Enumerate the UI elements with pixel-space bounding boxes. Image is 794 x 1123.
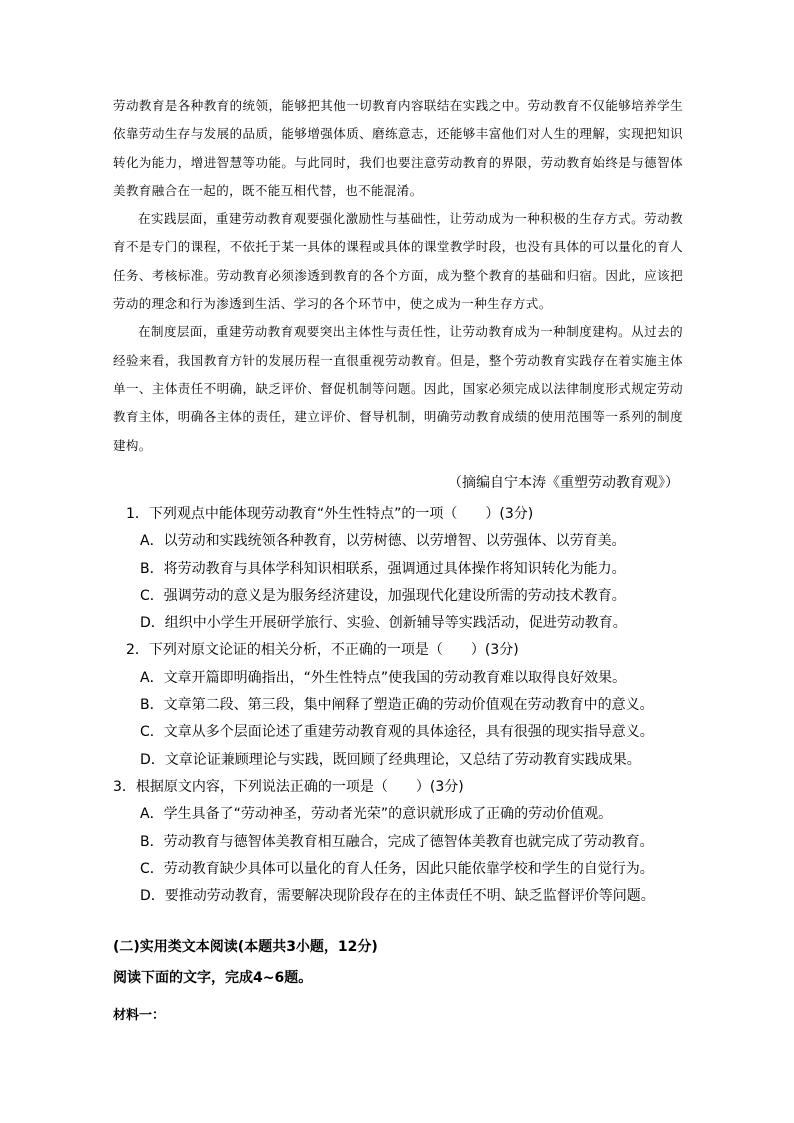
option-c: C．强调劳动的意义是为服务经济建设，加强现代化建设所需的劳动技术教育。 xyxy=(140,587,626,604)
question-stem: 1．下列观点中能体现劳动教育“外生性特点”的一项（ ）(3分) xyxy=(126,506,534,522)
material-label: 材料一： xyxy=(113,1008,166,1023)
section-instruction: 阅读下面的文字，完成4~6题。 xyxy=(113,970,313,986)
section-title: (二)实用类文本阅读(本题共3小题，12分) xyxy=(113,939,378,955)
option-d: D．组织中小学生开展研学旅行、实验、创新辅导等实践活动，促进劳动教育。 xyxy=(140,615,627,632)
option-b: B．劳动教育与德智体美教育相互融合，完成了德智体美教育也就完成了劳动教育。 xyxy=(140,833,654,850)
option-a: A．文章开篇即明确指出，“外生性特点”使我国的劳动教育难以取得良好效果。 xyxy=(140,669,627,686)
question-1 xyxy=(113,501,693,637)
option-b: B．文章第二段、第三段，集中阐释了塑造正确的劳动价值观在劳动教育中的意义。 xyxy=(140,697,654,714)
option-a: A．学生具备了“劳动神圣，劳动者光荣”的意识就形成了正确的劳动价值观。 xyxy=(140,806,613,823)
passage-paragraph-1: 劳动教育是各种教育的统领，能够把其他一切教育内容联结在实践之中。劳动教育不仅能够培养学生依靠劳动生存与发展的品质，能够增强体质、磨练意志，还能够丰富他们对人生的理解，实现把知识转化为能力，增进智慧等功能。与此同时，我们也要注意劳动教育的界限，劳动教育始终是与德智体美教育融合在一起的，既不能互相代替，也不能混淆。 xyxy=(113,98,683,198)
question-list xyxy=(113,501,693,910)
question-2 xyxy=(113,637,693,773)
option-d: D．文章论证兼顾理论与实践，既回顾了经典理论，又总结了劳动教育实践成果。 xyxy=(140,751,641,768)
option-c: C．劳动教育缺少具体可以量化的育人任务，因此只能依靠学校和学生的自觉行为。 xyxy=(140,860,654,877)
passage-source: （摘编自宁本涛《重塑劳动教育观》） xyxy=(448,475,679,491)
passage-paragraph-2: 在实践层面，重建劳动教育观要强化激励性与基础性，让劳动成为一种积极的生存方式。劳动教育不是专门的课程，不依托于某一具体的课程或具体的课堂教学时段，也没有具体的可以量化的育人任务、考核标准。劳动教育必须渗透到教育的各个方面，成为整个教育的基础和归宿。因此，应该把劳动的理念和行为渗透到生活、学习的各个环节中，使之成为一种生存方式。 xyxy=(113,211,683,312)
option-a: A．以劳动和实践统领各种教育，以劳树德、以劳增智、以劳强体、以劳育美。 xyxy=(140,533,626,550)
option-b: B．将劳动教育与具体学科知识相联系，强调通过具体操作将知识转化为能力。 xyxy=(140,560,626,577)
reading-passage xyxy=(113,92,683,460)
question-stem: 2．下列对原文论证的相关分析，不正确的一项是（ ）(3分) xyxy=(126,642,519,659)
question-3 xyxy=(113,774,693,910)
question-stem: 3．根据原文内容，下列说法正确的一项是（ ）(3分) xyxy=(113,778,464,795)
passage-paragraph-3: 在制度层面，重建劳动教育观要突出主体性与责任性，让劳动教育成为一种制度建构。从过去的经验来看，我国教育方针的发展历程一直很重视劳动教育。但是，整个劳动教育实践存在着实施主体单一、主体责任不明确，缺乏评价、督促机制等问题。因此，国家必须完成以法律制度形式规定劳动教育主体，明确各主体的责任，建立评价、督导机制，明确劳动教育成绩的使用范围等一系列的制度建构。 xyxy=(113,324,683,453)
option-c: C．文章从多个层面论述了重建劳动教育观的具体途径，具有很强的现实指导意义。 xyxy=(140,724,654,741)
option-d: D．要推动劳动教育，需要解决现阶段存在的主体责任不明、缺乏监督评价等问题。 xyxy=(140,888,655,905)
